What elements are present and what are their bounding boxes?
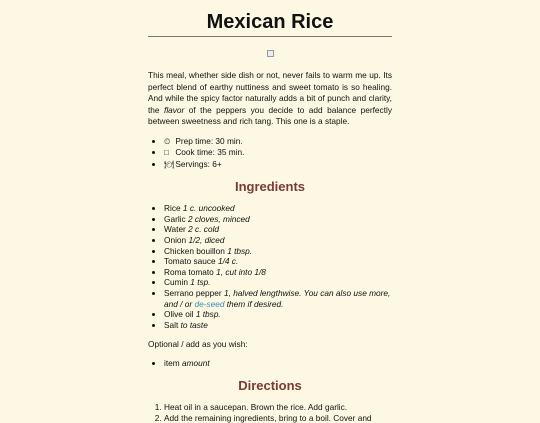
recipe-meta-list [148, 136, 392, 171]
ingredients-heading: Ingredients [234, 179, 306, 195]
ingredient-amount: 2 c. cold [188, 224, 220, 235]
ingredients-list [148, 203, 392, 330]
missing-glyph-icon: □ [164, 148, 169, 158]
ingredient-amount: 1/4 c. [217, 256, 239, 267]
plate-icon: 🍽 [164, 159, 175, 169]
ingredient-item [164, 203, 392, 214]
ingredient-name: Roma tomato [164, 266, 217, 277]
ingredient-item [164, 309, 392, 320]
intro-text-1: This meal, whether side dish or not, never fails to warm me up. Its perfect blend of earthy nuttiness and sweet tomato is so healing. And while the spicy factor naturally adds a bit of punch and clarity, the [148, 70, 392, 115]
optional-item [164, 358, 392, 369]
ingredient-item [164, 224, 392, 235]
recipe-page [148, 0, 392, 423]
directions-list [148, 402, 392, 423]
optional-item-name: item [164, 358, 182, 369]
optional-list [148, 358, 392, 369]
ingredient-name: Serrano pepper [164, 288, 224, 299]
ingredient-amount: 1/2, diced [188, 235, 225, 246]
cook-time-item [164, 147, 392, 159]
ingredient-name: Olive oil [164, 309, 196, 320]
ingredient-amount: 1 tsp. [190, 277, 211, 288]
ingredient-amount: 1 c. uncooked [182, 203, 235, 214]
broken-image-icon [267, 50, 274, 57]
ingredient-item [164, 267, 392, 278]
optional-label: Optional / add as you wish: [148, 339, 248, 350]
ingredient-amount: to taste [180, 319, 208, 330]
direction-step: 1. Heat oil in a saucepan. Brown the rice. Add garlic. [164, 402, 392, 413]
serrano-amount-text: 1, halved lengthwise. You can also use more, and / or [164, 288, 391, 309]
ingredient-item [164, 256, 392, 267]
servings-label: Servings: 6+ [175, 158, 222, 169]
cook-time-label: Cook time: 35 min. [175, 147, 245, 158]
ingredient-item [164, 214, 392, 225]
prep-time-item [164, 136, 392, 148]
serrano-amount-text-end: them if desired. [224, 298, 284, 309]
ingredient-amount: 1 tbsp. [227, 245, 253, 256]
page-title: Mexican Rice [206, 11, 334, 33]
intro-paragraph [148, 70, 392, 128]
ingredient-name: Garlic [164, 213, 188, 224]
intro-text-2: of the peppers you decide to add balance perfectly between sweetness and rich tang. This one is a staple. [148, 104, 392, 126]
ingredient-amount: 1 tbsp. [195, 309, 221, 320]
servings-item [164, 159, 392, 171]
ingredient-item [164, 246, 392, 257]
ingredient-name: Rice [164, 203, 183, 214]
ingredient-name: Salt [164, 319, 181, 330]
ingredient-item [164, 320, 392, 331]
ingredient-name: Water [164, 224, 189, 235]
optional-item-amount: amount [181, 358, 210, 369]
clock-icon: ⏲ [164, 136, 171, 146]
ingredient-name: Onion [164, 235, 189, 246]
ingredient-amount: 1, cut into 1/8 [216, 266, 266, 277]
ingredient-name: Cumin [164, 277, 191, 288]
de-seed-link[interactable]: de-seed [194, 298, 225, 309]
title-divider [148, 36, 392, 37]
ingredient-item-serrano [164, 288, 392, 309]
ingredient-item [164, 235, 392, 246]
ingredient-item [164, 277, 392, 288]
ingredient-amount: 2 cloves, minced [187, 213, 250, 224]
prep-time-label: Prep time: 30 min. [175, 135, 243, 146]
ingredient-name: Chicken bouillon [164, 245, 228, 256]
ingredient-name: Tomato sauce [164, 256, 218, 267]
intro-emphasis: flavor [164, 104, 185, 115]
directions-heading: Directions [238, 378, 302, 393]
direction-step: 2. Add the remaining ingredients, bring to a boil. Cover and [164, 413, 392, 423]
